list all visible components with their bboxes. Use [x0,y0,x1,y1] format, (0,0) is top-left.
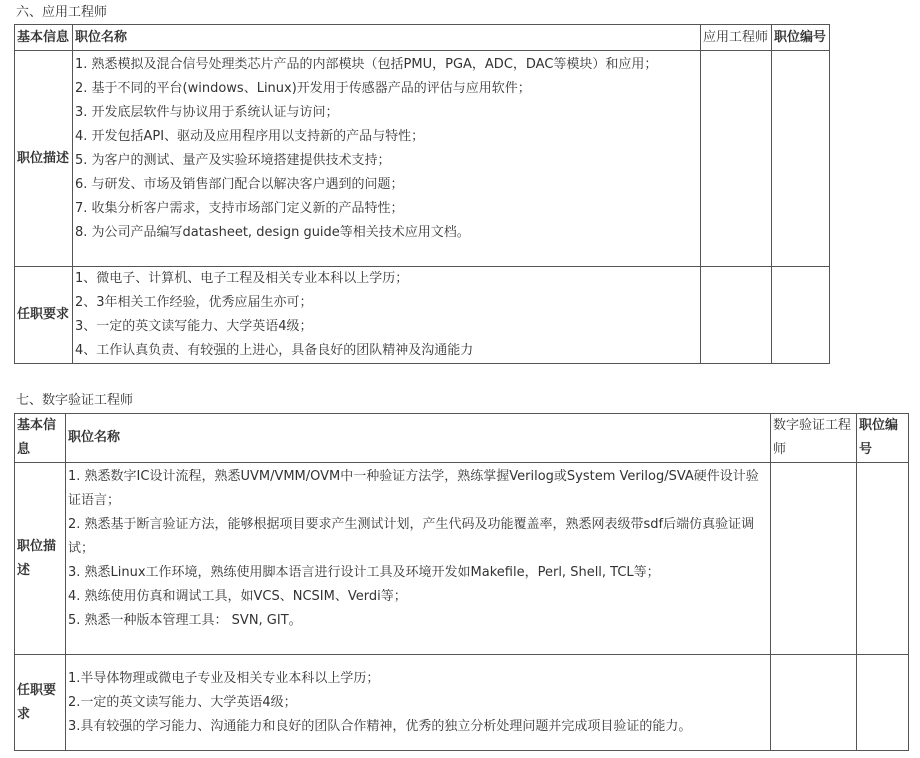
requirements-content [73,267,701,364]
description-item: 4. 熟练使用仿真和调试工具，如VCS、NCSIM、Verdi等； [68,589,407,604]
empty-cell [772,51,830,267]
empty-cell [857,655,909,751]
job-id-header: 职位编号 [772,25,830,51]
empty-cell [771,655,857,751]
description-content [73,51,701,267]
description-label: 职位描述 [15,463,66,655]
job-name-value: 数字验证工程师 [771,414,857,463]
description-item: 2. 基于不同的平台(windows、Linux)开发用于传感器产品的评估与应用软件； [75,81,531,96]
description-item: 4. 开发包括API、驱动及应用程序用以支持新的产品与特性； [75,129,425,144]
description-item: 1. 熟悉数字IC设计流程，熟悉UVM/VMM/OVM中一种验证方法学，熟练掌握Verilog或System Verilog/SVA硬件设计验证语言； [68,469,759,508]
description-item: 5. 为客户的测试、量产及实验环境搭建提供技术支持； [75,153,391,168]
requirement-item: 1、微电子、计算机、电子工程及相关专业本科以上学历； [75,271,409,286]
requirement-item: 1.半导体物理或微电子专业及相关专业本科以上学历； [68,670,380,686]
description-item: 3. 开发底层软件与协议用于系统认证与访问； [75,105,339,120]
empty-cell [701,267,772,364]
requirements-row [15,267,830,364]
description-item: 6. 与研发、市场及销售部门配合以解决客户遇到的问题； [75,177,404,192]
requirements-label: 任职要求 [15,267,73,364]
requirement-item: 2.一定的英文读写能力、大学英语4级； [68,694,297,710]
empty-cell [857,463,909,655]
header-row [15,414,909,463]
description-item: 1. 熟悉模拟及混合信号处理类芯片产品的内部模块（包括PMU，PGA，ADC，DAC等模块）和应用； [75,57,658,72]
requirement-item: 4、工作认真负责、有较强的上进心，具备良好的团队精神及沟通能力 [75,343,474,358]
basic-info-header: 基本信息 [15,414,66,463]
job-table-digital-verification-engineer [14,413,909,751]
section-title-6: 六、应用工程师 [16,5,108,20]
basic-info-header: 基本信息 [15,25,73,51]
job-name-header: 职位名称 [66,414,771,463]
description-item: 2. 熟悉基于断言验证方法，能够根据项目要求产生测试计划，产生代码及功能覆盖率，熟悉网表级带sdf后端仿真验证调试； [68,517,755,556]
description-row [15,51,830,267]
job-table-application-engineer [14,24,830,364]
section-title-7: 七、数字验证工程师 [16,393,134,408]
job-id-header: 职位编号 [857,414,909,463]
requirements-content [66,655,771,751]
description-item: 5. 熟悉一种版本管理工具： SVN, GIT。 [68,613,302,628]
description-item: 8. 为公司产品编写datasheet, design guide等相关技术应用文档。 [75,225,470,240]
requirements-label: 任职要求 [15,655,66,751]
requirement-item: 3.具有较强的学习能力、沟通能力和良好的团队合作精神，优秀的独立分析处理问题并完成项目验证的能力。 [68,718,692,734]
empty-cell [771,463,857,655]
job-name-header: 职位名称 [73,25,701,51]
description-row [15,463,909,655]
requirement-item: 2、3年相关工作经验，优秀应届生亦可； [75,295,313,310]
requirements-row [15,655,909,751]
job-name-value: 应用工程师 [701,25,772,51]
header-row [15,25,830,51]
empty-cell [772,267,830,364]
description-content [66,463,771,655]
description-item: 3. 熟悉Linux工作环境，熟练使用脚本语言进行设计工具及环境开发如Makefile，Perl, Shell, TCL等； [68,565,660,580]
requirement-item: 3、一定的英文读写能力、大学英语4级； [75,319,313,334]
empty-cell [701,51,772,267]
description-item: 7. 收集分析客户需求，支持市场部门定义新的产品特性； [75,201,404,216]
description-label: 职位描述 [15,51,73,267]
